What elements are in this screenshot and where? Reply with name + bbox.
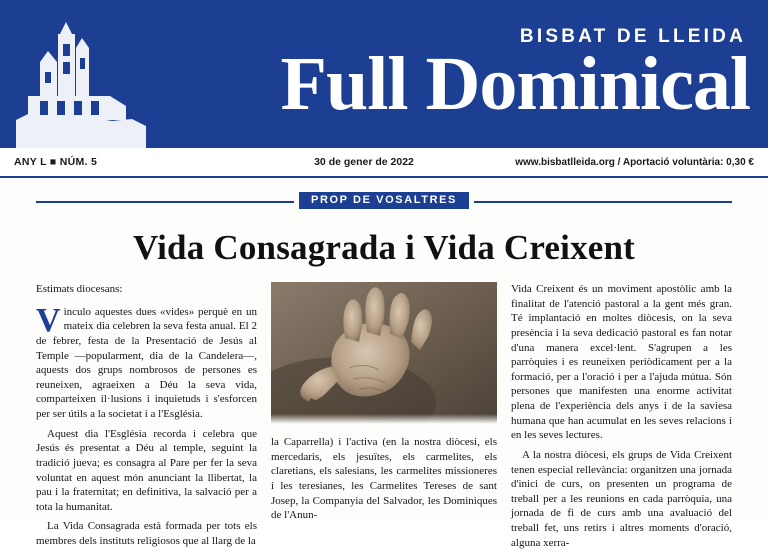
page-title: Vida Consagrada i Vida Creixent <box>132 228 636 267</box>
masthead-kicker: BISBAT DE LLEIDA <box>519 26 746 48</box>
paragraph: Vinculo aquestes dues «vides» perquè en un mateix dia celebren la seva festa anual. El 2 de febrer, festa de la Presentació de Jesús al Temple —popularment, dia de la Candelera—, aquests dos grups nombrosos de persones es reuneixen, agraeixen a Déu la seva vida, comparteixen il·lusions i inquietuds i s'esforcen per ser útils a la societat i a l'Església. <box>36 301 257 420</box>
open-hand-photo <box>271 282 497 428</box>
article-columns <box>0 282 768 555</box>
issue-date: 30 de gener de 2022 <box>314 156 414 168</box>
website-and-price[interactable]: www.bisbatlleida.org / Aportació voluntària: 0,30 € <box>515 156 754 168</box>
issue-info-bar <box>0 148 768 178</box>
section-label: PROP DE VOSALTRES <box>299 192 469 209</box>
masthead-title: Full Dominical <box>280 42 750 127</box>
cathedral-silhouette-icon <box>0 0 175 148</box>
paragraph: la Caparrella) i l'activa (en la nostra diòcesi, els mercedaris, els jesuïtes, els carmelites, els claretians, els salesians, les carmelites missioneres i les teresianes, les Carmelites Tereses de sant Josep, la Companyia del Salvador, les Dominiques de l'Anun- <box>271 436 497 522</box>
column-center <box>271 282 497 528</box>
salutation: Estimats diocesans: <box>36 283 123 295</box>
column-right <box>511 282 732 555</box>
issue-number: ANY L ■ NÚM. 5 <box>14 156 98 168</box>
paragraph: Aquest dia l'Església recorda i celebra que Jesús és presentat a Déu al temple, seguint la tradició jueva; es consagra al Pare per fer la seva voluntat en aquest món anunciant la llibertat, la pau i la fraternitat; en definitiva, la salvació per a tota la humanitat. <box>36 427 257 513</box>
paragraph: A la nostra diòcesi, els grups de Vida Creixent tenen especial rellevància: organitzen una jornada d'inici de curs, on presenten un programa de treball per a les reunions en cada parròquia, una jornada de fi de curs amb una avaluació del treball fet, uns retirs i altres moments d'oració, alguna xerra- <box>511 448 732 549</box>
paragraph: La Vida Consagrada està formada per tots els membres dels instituts religiosos que al llarg de la <box>36 520 257 547</box>
paragraph: Vida Creixent és un moviment apostòlic amb la finalitat de l'atenció pastoral a la gent més gran. Té implantació en moltes diòcesis, on la seva presència i la seva dedicació pastoral es fan notar d'una manera excel·lent. S'agrupen a les parròquies i es reuneixen periòdicament per a la formació, per a l'oració i per a l'ajuda mútua. Són persones que manifesten una enorme activitat plena de l'experiència dels anys i de la saviesa humana que han acumulat en les seves relacions i en les seves lectures. <box>511 283 732 442</box>
section-divider <box>36 192 732 210</box>
column-left <box>36 282 257 554</box>
masthead <box>0 0 768 148</box>
